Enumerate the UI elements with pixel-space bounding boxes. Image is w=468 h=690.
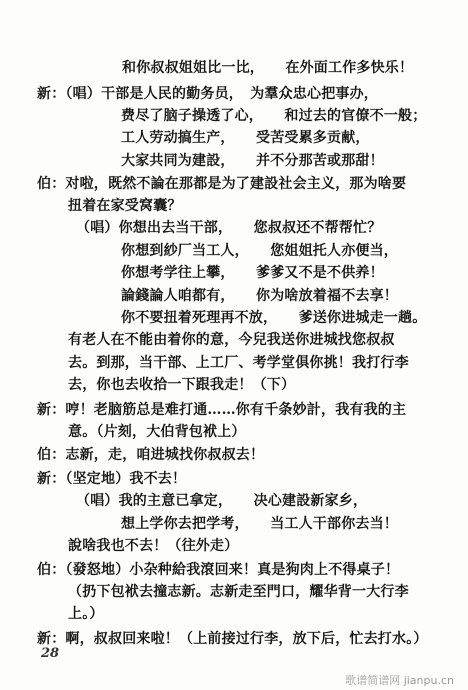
text-line: 新：哼！老脑筋总是难打通……你有千条妙計，我有我的主	[37, 402, 407, 418]
text-line: 新：（唱）干部是人民的勤务员， 为羣众忠心把事办，	[37, 86, 378, 102]
text-line: 你不要扭着死理再不放， 爹送你进城走一趟。	[121, 310, 427, 326]
text-line: 和你叔叔姐姐比一比， 在外面工作多快乐！	[122, 60, 414, 76]
text-line: 大家共同为建設， 并不分那苦或那甜！	[121, 153, 384, 169]
text-line: 费尽了脑子操透了心， 和过去的官僚不一般；	[121, 108, 427, 124]
text-line: 伯：志新，走，咱进城找你叔叔去！	[37, 447, 265, 463]
text-line: 新：（坚定地）我不去！	[37, 471, 187, 487]
text-line: 你想到紗厂当工人， 您姐姐托人亦便当，	[121, 243, 398, 259]
text-line: 想上学你去把学考， 当工人干部你去当！	[121, 516, 398, 532]
text-line: 伯：（發怒地）小杂种給我滾回来！真是狗肉上不得桌子！	[37, 562, 400, 578]
text-line: （扔下包袱去撞志新。志新走至門口，耀华背一大行李	[68, 584, 409, 600]
text-line: 扭着在家受窝囊？	[68, 198, 182, 214]
text-line: 說啥我也不去！（往外走）	[68, 538, 239, 554]
text-line: 伯：对啦，既然不論在那都是为了建設社会主义，那为啥要	[37, 176, 407, 192]
text-line: 你想考学往上攀， 爹爹又不是不供养！	[121, 265, 384, 281]
text-line: 上。）	[68, 606, 104, 622]
text-line: 工人劳动搞生产， 受苦受累多贡献，	[121, 130, 370, 146]
text-line: 去，你也去收拾一下跟我走！（下）	[68, 377, 296, 393]
text-line: （唱）你想出去当干部， 您叔叔还不帮帮忙？	[76, 220, 382, 236]
text-line: 有老人在不能由着你的意，今兒我送你进城找您叔叔	[68, 332, 395, 348]
watermark: 歌谱简谱网 jianpu.cn	[345, 674, 454, 687]
page-number: 28	[41, 646, 60, 661]
text-line: 論錢論人咱都有， 你为啥放着福不去享！	[121, 288, 398, 304]
text-line: 新：啊，叔叔回来啦！（上前接过行李，放下后，忙去打水。）	[37, 631, 428, 647]
text-line: 去。到那，当干部、上工厂、考学堂俱你挑！我打行李	[68, 355, 409, 371]
text-line: （唱）我的主意已拿定， 决心建設新家乡，	[76, 493, 368, 509]
text-line: 意。（片刻，大伯背包袱上）	[68, 424, 246, 440]
